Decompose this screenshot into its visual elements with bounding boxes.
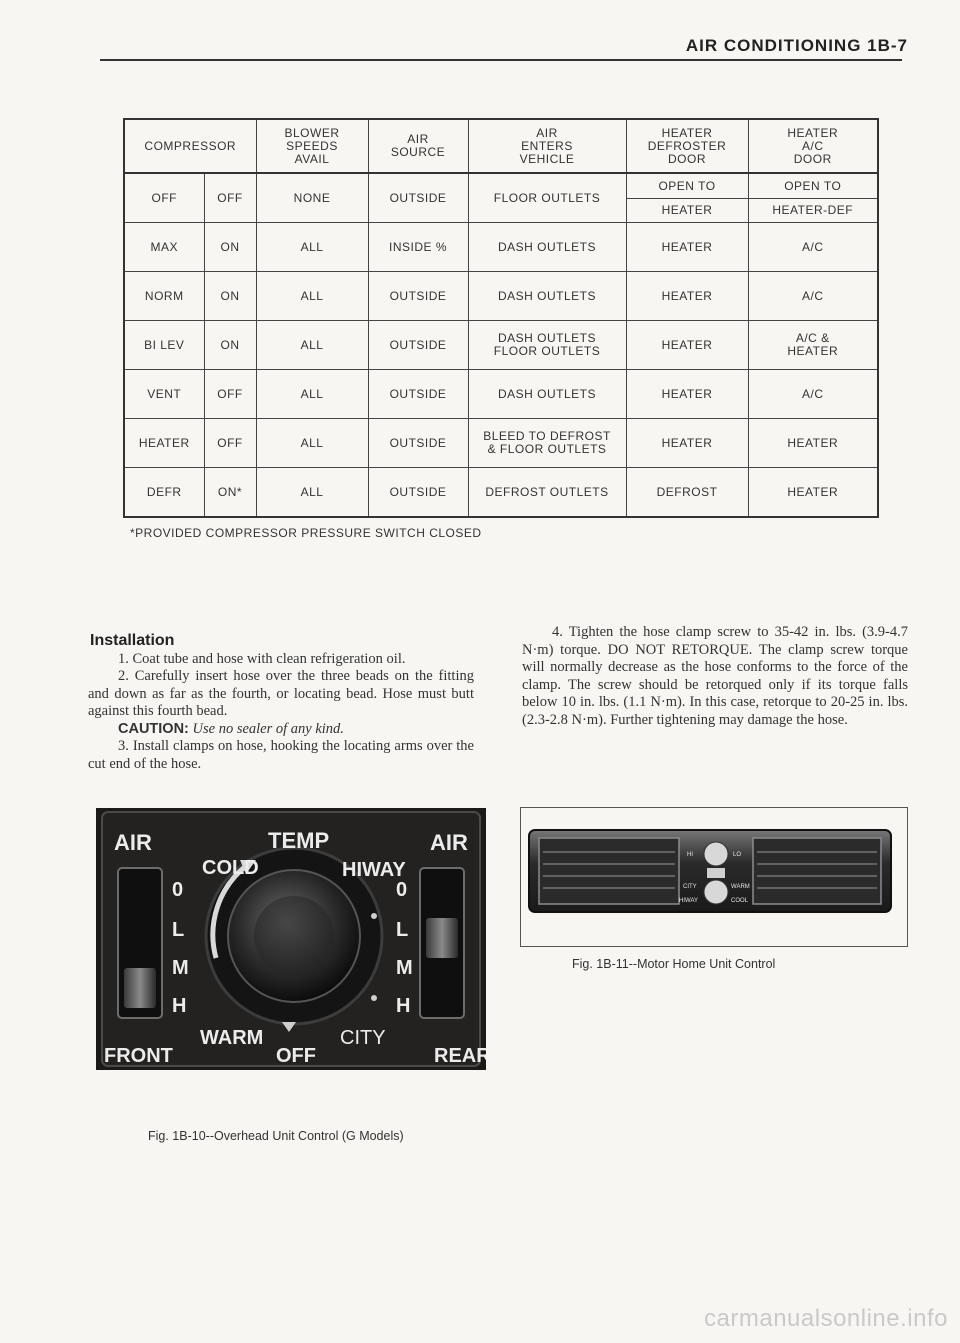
source-cell: OUTSIDE <box>368 468 468 518</box>
label-cold: COLD <box>202 857 259 879</box>
front-slider-handle <box>124 968 156 1008</box>
site-watermark: carmanualsonline.info <box>704 1305 948 1332</box>
ac-cell <box>748 173 878 223</box>
defroster-cell: HEATER <box>626 321 748 370</box>
enters-cell: DASH OUTLETS <box>468 272 626 321</box>
compressor-cell: ON* <box>204 468 256 518</box>
enters-cell: BLEED TO DEFROST & FLOOR OUTLETS <box>468 419 626 468</box>
motor-home-control-illustration <box>521 808 907 946</box>
mode-cell: NORM <box>124 272 204 321</box>
defroster-cell: HEATER <box>626 419 748 468</box>
header-air-enters-vehicle: AIR ENTERS VEHICLE <box>468 119 626 173</box>
header-rule <box>100 59 902 61</box>
installation-step-3: 3. Install clamps on hose, hooking the locating arms over the cut end of the hose. <box>88 738 474 772</box>
compressor-cell: OFF <box>204 370 256 419</box>
ac-cell: A/C <box>748 223 878 272</box>
caution-label: CAUTION: <box>118 720 189 737</box>
installation-step-2: 2. Carefully insert hose over the three beads on the fitting and down as far as the fourth, or locating bead. Hose must butt against this fourth bead. <box>88 668 474 719</box>
blower-cell: ALL <box>256 272 368 321</box>
label-front: FRONT <box>104 1045 173 1067</box>
label-temp: TEMP <box>268 828 330 853</box>
compressor-cell: OFF <box>204 173 256 223</box>
ac-cell: A/C <box>748 272 878 321</box>
table-footnote: *PROVIDED COMPRESSOR PRESSURE SWITCH CLOSED <box>130 526 482 540</box>
source-cell: OUTSIDE <box>368 370 468 419</box>
compressor-cell: ON <box>204 272 256 321</box>
defroster-cell: HEATER <box>626 223 748 272</box>
enters-cell: DASH OUTLETS <box>468 370 626 419</box>
table-row <box>124 419 878 468</box>
header-air-source: AIR SOURCE <box>368 119 468 173</box>
blower-cell: ALL <box>256 321 368 370</box>
ac-cell: HEATER <box>748 419 878 468</box>
header-blower-speeds: BLOWER SPEEDS AVAIL <box>256 119 368 173</box>
header-heater-defroster-door: HEATER DEFROSTER DOOR <box>626 119 748 173</box>
source-cell: OUTSIDE <box>368 173 468 223</box>
label-cool: COOL <box>731 898 749 904</box>
installation-continued <box>522 624 908 729</box>
blower-cell: ALL <box>256 370 368 419</box>
section-heading-installation: Installation <box>90 632 175 649</box>
label-right-l: L <box>396 919 409 941</box>
label-right-o: 0 <box>396 879 408 901</box>
label-left-o: 0 <box>172 879 184 901</box>
installation-step-1: 1. Coat tube and hose with clean refrigeration oil. <box>118 650 406 667</box>
table-row <box>124 272 878 321</box>
blower-cell: ALL <box>256 468 368 518</box>
label-right-h: H <box>396 995 411 1017</box>
mode-cell: DEFR <box>124 468 204 518</box>
mode-cell: VENT <box>124 370 204 419</box>
source-cell: OUTSIDE <box>368 419 468 468</box>
ac-cell: HEATER <box>748 468 878 518</box>
ac-cell: A/C <box>748 370 878 419</box>
defroster-cell <box>626 173 748 223</box>
mode-cell: HEATER <box>124 419 204 468</box>
figure-caption-left: Fig. 1B-10--Overhead Unit Control (G Models) <box>148 1129 404 1143</box>
mode-spec-table <box>123 118 879 518</box>
caution-note <box>88 721 474 739</box>
ac-cell: A/C & HEATER <box>748 321 878 370</box>
table-row <box>124 370 878 419</box>
compressor-cell: ON <box>204 321 256 370</box>
ac-cell-bottom: HEATER-DEF <box>772 202 854 217</box>
enters-cell: DASH OUTLETS FLOOR OUTLETS <box>468 321 626 370</box>
enters-cell: FLOOR OUTLETS <box>468 173 626 223</box>
fan-knob <box>704 842 728 866</box>
label-warm: WARM <box>200 1027 264 1049</box>
label-air-left: AIR <box>114 830 152 855</box>
header-heater-ac-door: HEATER A/C DOOR <box>748 119 878 173</box>
defroster-cell: HEATER <box>626 370 748 419</box>
blower-cell: ALL <box>256 419 368 468</box>
table-row <box>124 321 878 370</box>
blower-cell: NONE <box>256 173 368 223</box>
source-cell: OUTSIDE <box>368 321 468 370</box>
mode-cell: BI LEV <box>124 321 204 370</box>
defroster-cell-bottom: HEATER <box>661 202 713 217</box>
left-vent-louver <box>539 838 679 904</box>
installation-section <box>88 632 474 773</box>
label-right-m: M <box>396 957 413 979</box>
label-city: CITY <box>340 1027 386 1049</box>
overhead-unit-control-photo <box>96 808 486 1070</box>
label-warm-right: WARM <box>731 884 750 890</box>
table-header-row <box>124 119 878 173</box>
header-compressor: COMPRESSOR <box>124 119 256 173</box>
source-cell: OUTSIDE <box>368 272 468 321</box>
temp-knob <box>704 880 728 904</box>
ac-cell-top: OPEN TO <box>749 175 878 199</box>
mode-cell: OFF <box>124 173 204 223</box>
caution-text: Use no sealer of any kind. <box>192 720 344 737</box>
overhead-control-illustration <box>96 808 486 1070</box>
compressor-cell: OFF <box>204 419 256 468</box>
label-hiway-right: HIWAY <box>679 898 698 904</box>
label-left-h: H <box>172 995 187 1017</box>
label-city-right: CITY <box>683 884 697 890</box>
label-off: OFF <box>276 1045 316 1067</box>
blower-cell: ALL <box>256 223 368 272</box>
label-hiway: HIWAY <box>342 859 406 881</box>
label-air-right: AIR <box>430 830 468 855</box>
defroster-cell-top: OPEN TO <box>627 175 748 199</box>
right-vent-louver <box>753 838 881 904</box>
label-left-m: M <box>172 957 189 979</box>
page-header-title: AIR CONDITIONING 1B-7 <box>685 36 908 55</box>
enters-cell: DEFROST OUTLETS <box>468 468 626 518</box>
enters-cell: DASH OUTLETS <box>468 223 626 272</box>
motor-home-unit-control-photo <box>520 807 908 947</box>
label-hi: HI <box>687 852 693 858</box>
defroster-cell: DEFROST <box>626 468 748 518</box>
compressor-cell: ON <box>204 223 256 272</box>
source-cell: INSIDE % <box>368 223 468 272</box>
table-row <box>124 468 878 518</box>
chevrolet-emblem-icon <box>707 868 725 878</box>
figure-caption-right: Fig. 1B-11--Motor Home Unit Control <box>572 957 776 971</box>
label-rear: REAR <box>434 1045 486 1067</box>
table-row <box>124 223 878 272</box>
mode-cell: MAX <box>124 223 204 272</box>
label-left-l: L <box>172 919 185 941</box>
installation-step-4: 4. Tighten the hose clamp screw to 35-42 in. lbs. (3.9-4.7 N·m) torque. DO NOT RETORQUE. The clamp screw torque will normally decrease as the hose conforms to the force of the clamp. The screw should be retorqued only if its torque falls below 10 in. lbs. (1.1 N·m). In this case, retorque to 20-25 in. lbs. (2.3-2.8 N·m). Further tightening may damage the hose. <box>522 624 908 728</box>
table-row <box>124 173 878 223</box>
label-lo: LO <box>733 852 742 858</box>
rear-slider-handle <box>426 918 458 958</box>
defroster-cell: HEATER <box>626 272 748 321</box>
